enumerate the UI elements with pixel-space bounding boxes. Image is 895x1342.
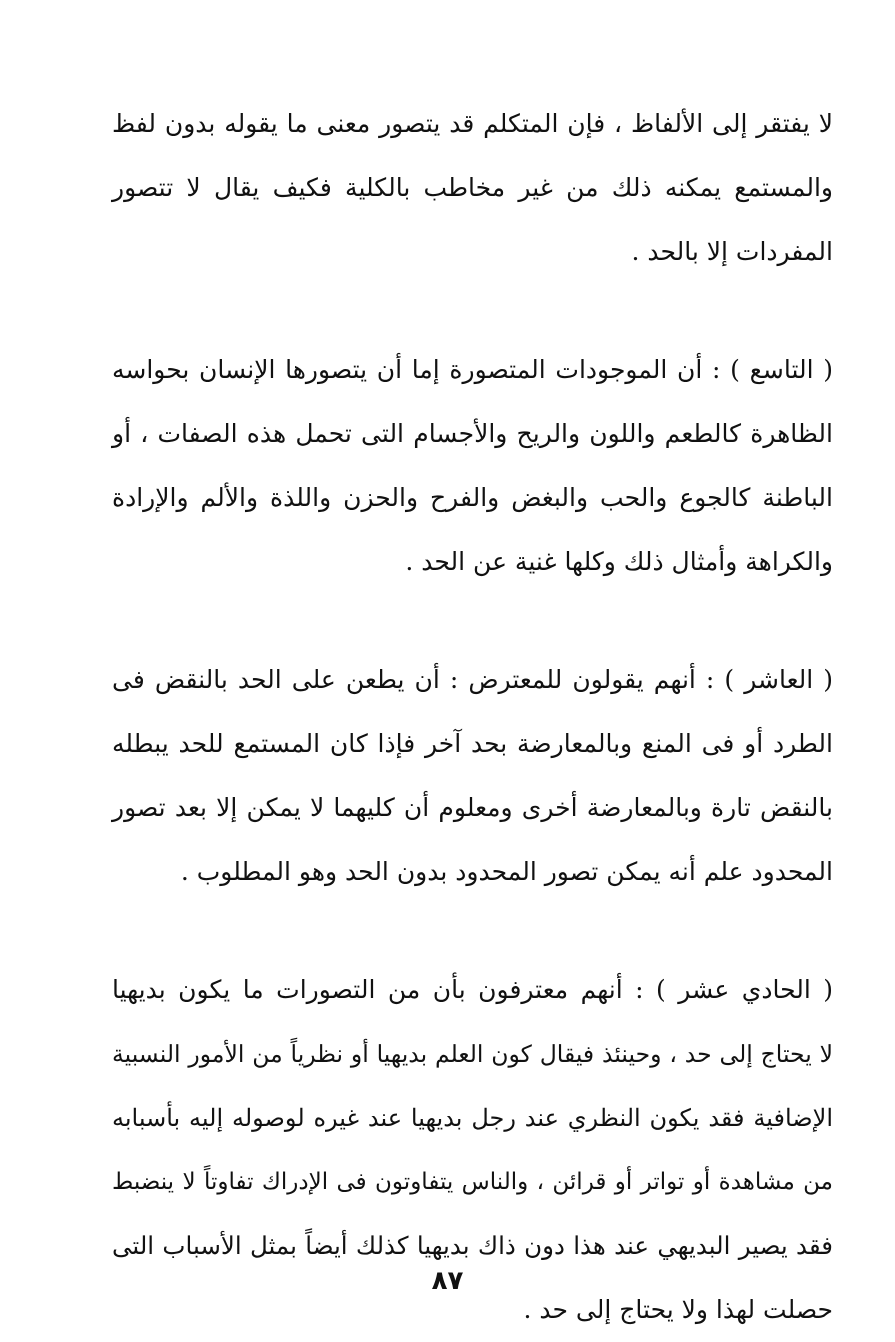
text-line: المفردات إلا بالحد . [631,237,833,266]
text-line: الباطنة كالجوع والحب والبغض والفرح والحزن واللذة والألم والإرادة [112,483,833,512]
paragraph-1 [112,92,833,284]
paragraph-tenth [112,648,833,904]
text-line: الطرد أو فى المنع وبالمعارضة بحد آخر فإذا كان المستمع للحد يبطله [112,729,833,758]
text-line: فقد يصير البديهي عند هذا دون ذاك بديهيا كذلك أيضاً بمثل الأسباب التى [112,1231,833,1260]
paragraph-ninth [112,338,833,594]
text-line: الإضافية فقد يكون النظري عند رجل بديهيا عند غيره لوصوله إليه بأسبابه [112,1104,834,1132]
text-line: لا يحتاج إلى حد ، وحينئذ فيقال كون العلم بديهيا أو نظرياً من الأمور النسبية [112,1040,833,1068]
text-line: الظاهرة كالطعم واللون والريح والأجسام التى تحمل هذه الصفات ، أو [112,419,833,448]
text-line: بالنقض تارة وبالمعارضة أخرى ومعلوم أن كليهما لا يمكن إلا بعد تصور [112,793,833,822]
paragraph-gap [112,594,833,648]
text-line: لا يفتقر إلى الألفاظ ، فإن المتكلم قد يتصور معنى ما يقوله بدون لفظ [112,109,833,138]
text-line: ( العاشر ) : أنهم يقولون للمعترض : أن يطعن على الحد بالنقض فى [112,665,833,694]
text-line: حصلت لهذا ولا يحتاج إلى حد . [523,1295,833,1324]
paragraph-gap [112,284,833,338]
paragraph-gap [112,904,833,958]
text-line: والمستمع يمكنه ذلك من غير مخاطب بالكلية فكيف يقال لا تتصور [112,173,833,202]
text-line: ( الحادي عشر ) : أنهم معترفون بأن من التصورات ما يكون بديهيا [112,975,833,1004]
text-line: والكراهة وأمثال ذلك وكلها غنية عن الحد . [405,547,833,576]
page-body [112,92,833,1342]
text-line: المحدود علم أنه يمكن تصور المحدود بدون الحد وهو المطلوب . [180,857,833,886]
text-line: ( التاسع ) : أن الموجودات المتصورة إما أن يتصورها الإنسان بحواسه [112,355,833,384]
text-line: من مشاهدة أو تواتر أو قرائن ، والناس يتفاوتون فى الإدراك تفاوتاً لا ينضبط [112,1169,833,1195]
page-number: ٨٧ [431,1266,464,1296]
